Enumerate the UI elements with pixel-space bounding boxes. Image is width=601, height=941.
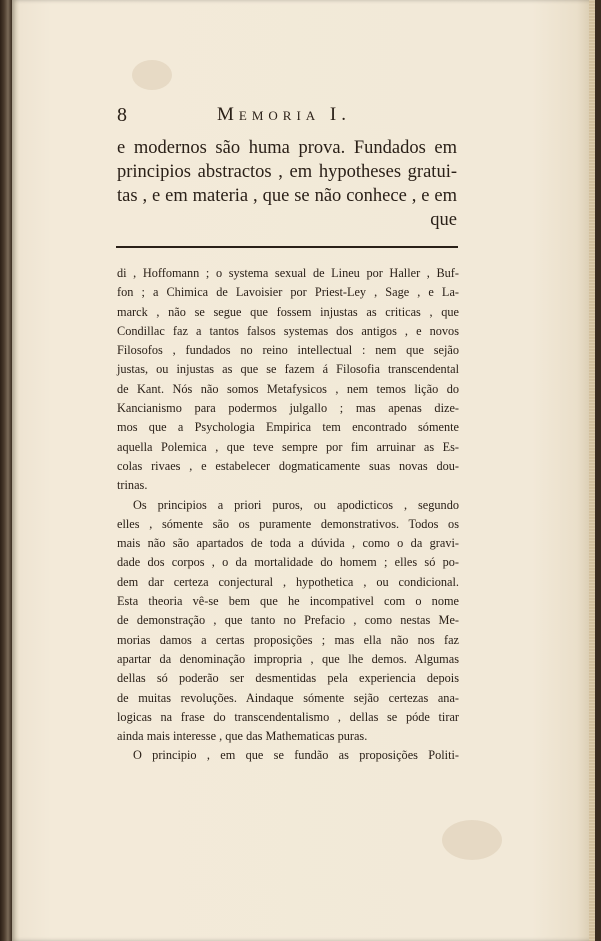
main-text-line: principios abstractos , em hypotheses gratui- xyxy=(117,162,457,182)
footnote-line: trinas. xyxy=(117,478,148,493)
footnote-line: de demonstração , que tanto no Prefacio , como nestas Me- xyxy=(117,613,459,628)
footnote-line: de Kant. Nós não somos Metafysicos , nem temos lição do xyxy=(117,381,459,396)
footnote-line: apartar da denominação impropria , que lhe demos. Algumas xyxy=(117,651,459,666)
footnote-line: morias damos a certas proposições ; mas ella não nos faz xyxy=(117,632,459,647)
footnote-line: di , Hoffomann ; o systema sexual de Lineu por Haller , Buf- xyxy=(117,266,459,280)
foxing-spot xyxy=(132,60,172,90)
footnote-line: Kancianismo para podermos julgallo ; mas apenas dize- xyxy=(117,401,459,416)
page-edge xyxy=(589,0,595,941)
footnote-line: ainda mais interesse , que das Mathematicas puras. xyxy=(117,729,368,744)
footnote-line: mos que a Psychologia Empirica tem encontrado sómente xyxy=(117,420,459,435)
main-text-block xyxy=(117,136,457,232)
footnote-line: justas, ou injustas as que se fazem á Filosofia transcendental xyxy=(117,362,459,377)
footnote-line: Filosofos , fundados no reino intellectual : nem que sejão xyxy=(117,343,459,358)
footnote-line: colas rivaes , e estabelecer dogmaticamente suas novas dou- xyxy=(117,458,459,473)
footnote-line: mais não são apartados de toda a dúvida , como o da gravi- xyxy=(117,536,459,551)
footnote-line: dellas só poderão ser desmentidas pela experiencia depois xyxy=(117,671,459,686)
footnote-line: fon ; a Chimica de Lavoisier por Priest-Ley , Sage , e La- xyxy=(117,285,459,300)
footnote-block xyxy=(117,264,459,766)
running-head xyxy=(117,104,459,132)
footnote-line: de muitas revoluções. Aindaque sómente sejão certezas ana- xyxy=(117,690,459,705)
footnote-line: O principio , em que se fundão as proposições Politi- xyxy=(133,748,459,763)
footnote-line: Esta theoria vê-se bem que he incompativel com o nome xyxy=(117,594,459,609)
foxing-spot xyxy=(442,820,502,860)
footnote-line: dem dar certeza conjectural , hypothetica , ou condicional. xyxy=(117,574,459,589)
footnote-line: Condillac faz a tantos falsos systemas dos antigos , e novos xyxy=(117,323,459,338)
running-title: Memoria I. xyxy=(217,104,351,125)
footnote-line: elles , sómente são os puramente demonstrativos. Todos os xyxy=(117,516,459,531)
page-number: 8 xyxy=(117,104,127,126)
footnote-line: dade dos corpos , o da mortalidade do homem ; elles só po- xyxy=(117,555,459,570)
footnote-line: logicas na frase do transcendentalismo , dellas se póde tirar xyxy=(117,709,459,724)
footnote-line: Os principios a priori puros, ou apodicticos , segundo xyxy=(133,497,459,512)
catchword: que xyxy=(430,210,457,230)
main-text-line: e modernos são huma prova. Fundados em xyxy=(117,138,457,158)
footnote-line: marck , não se segue que fossem injustas as criticas , que xyxy=(117,304,459,319)
footnote-rule xyxy=(116,246,458,248)
footnote-line: aquella Polemica , que teve sempre por fim arruinar as Es- xyxy=(117,439,459,454)
main-text-line: tas , e em materia , que se não conhece , e em xyxy=(117,186,457,206)
